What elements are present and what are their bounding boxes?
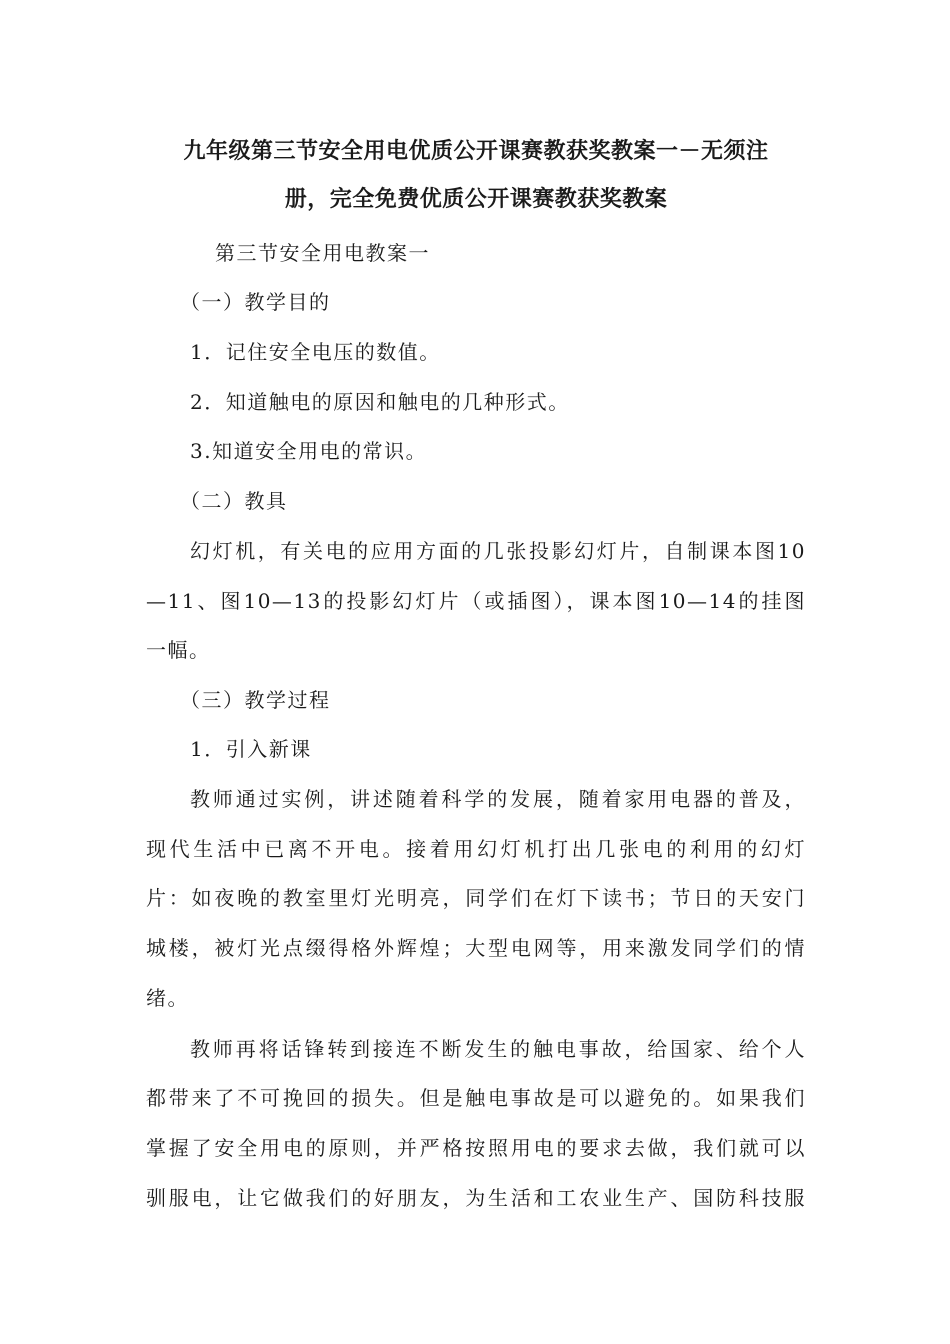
paragraph-1-line-1: 教师通过实例，讲述随着科学的发展，随着家用电器的普及， — [190, 787, 806, 811]
paragraph-1-line-4: 城楼，被灯光点缀得格外辉煌；大型电网等，用来激发同学们的情 — [146, 936, 806, 960]
paragraph-1-line-5: 绪。 — [146, 986, 189, 1010]
objective-item-2: 2．知道触电的原因和触电的几种形式。 — [190, 390, 570, 414]
objective-item-3: 3.知道安全用电的常识。 — [190, 439, 428, 463]
section-heading-objectives: （一）教学目的 — [180, 290, 331, 314]
paragraph-2-line-4: 驯服电，让它做我们的好朋友，为生活和工农业生产、国防科技服 — [146, 1186, 806, 1210]
paragraph-1-line-3: 片：如夜晚的教室里灯光明亮，同学们在灯下读书；节日的天安门 — [146, 886, 806, 910]
title-line-2: 册，完全免费优质公开课赛教获奖教案 — [284, 187, 668, 212]
tools-paragraph-line-3: 一幅。 — [146, 638, 211, 662]
paragraph-2-line-1: 教师再将话锋转到接连不断发生的触电事故，给国家、给个人 — [190, 1037, 806, 1061]
paragraph-2-line-3: 掌握了安全用电的原则，并严格按照用电的要求去做，我们就可以 — [146, 1136, 806, 1160]
tools-paragraph-line-2: —11、图10—13的投影幻灯片（或插图），课本图10—14的挂图 — [146, 589, 806, 613]
section-heading-process: （三）教学过程 — [180, 688, 331, 712]
objective-item-1: 1．记住安全电压的数值。 — [190, 340, 441, 364]
paragraph-2-line-2: 都带来了不可挽回的损失。但是触电事故是可以避免的。如果我们 — [146, 1086, 806, 1110]
tools-paragraph-line-1: 幻灯机，有关电的应用方面的几张投影幻灯片，自制课本图10 — [190, 539, 806, 563]
lesson-subtitle: 第三节安全用电教案一 — [215, 241, 430, 265]
paragraph-1-line-2: 现代生活中已离不开电。接着用幻灯机打出几张电的利用的幻灯 — [146, 837, 806, 861]
section-heading-tools: （二）教具 — [180, 489, 288, 513]
step-heading-intro: 1．引入新课 — [190, 737, 312, 761]
title-line-1: 九年级第三节安全用电优质公开课赛教获奖教案一－无须注 — [183, 139, 769, 164]
document-title — [146, 128, 806, 224]
